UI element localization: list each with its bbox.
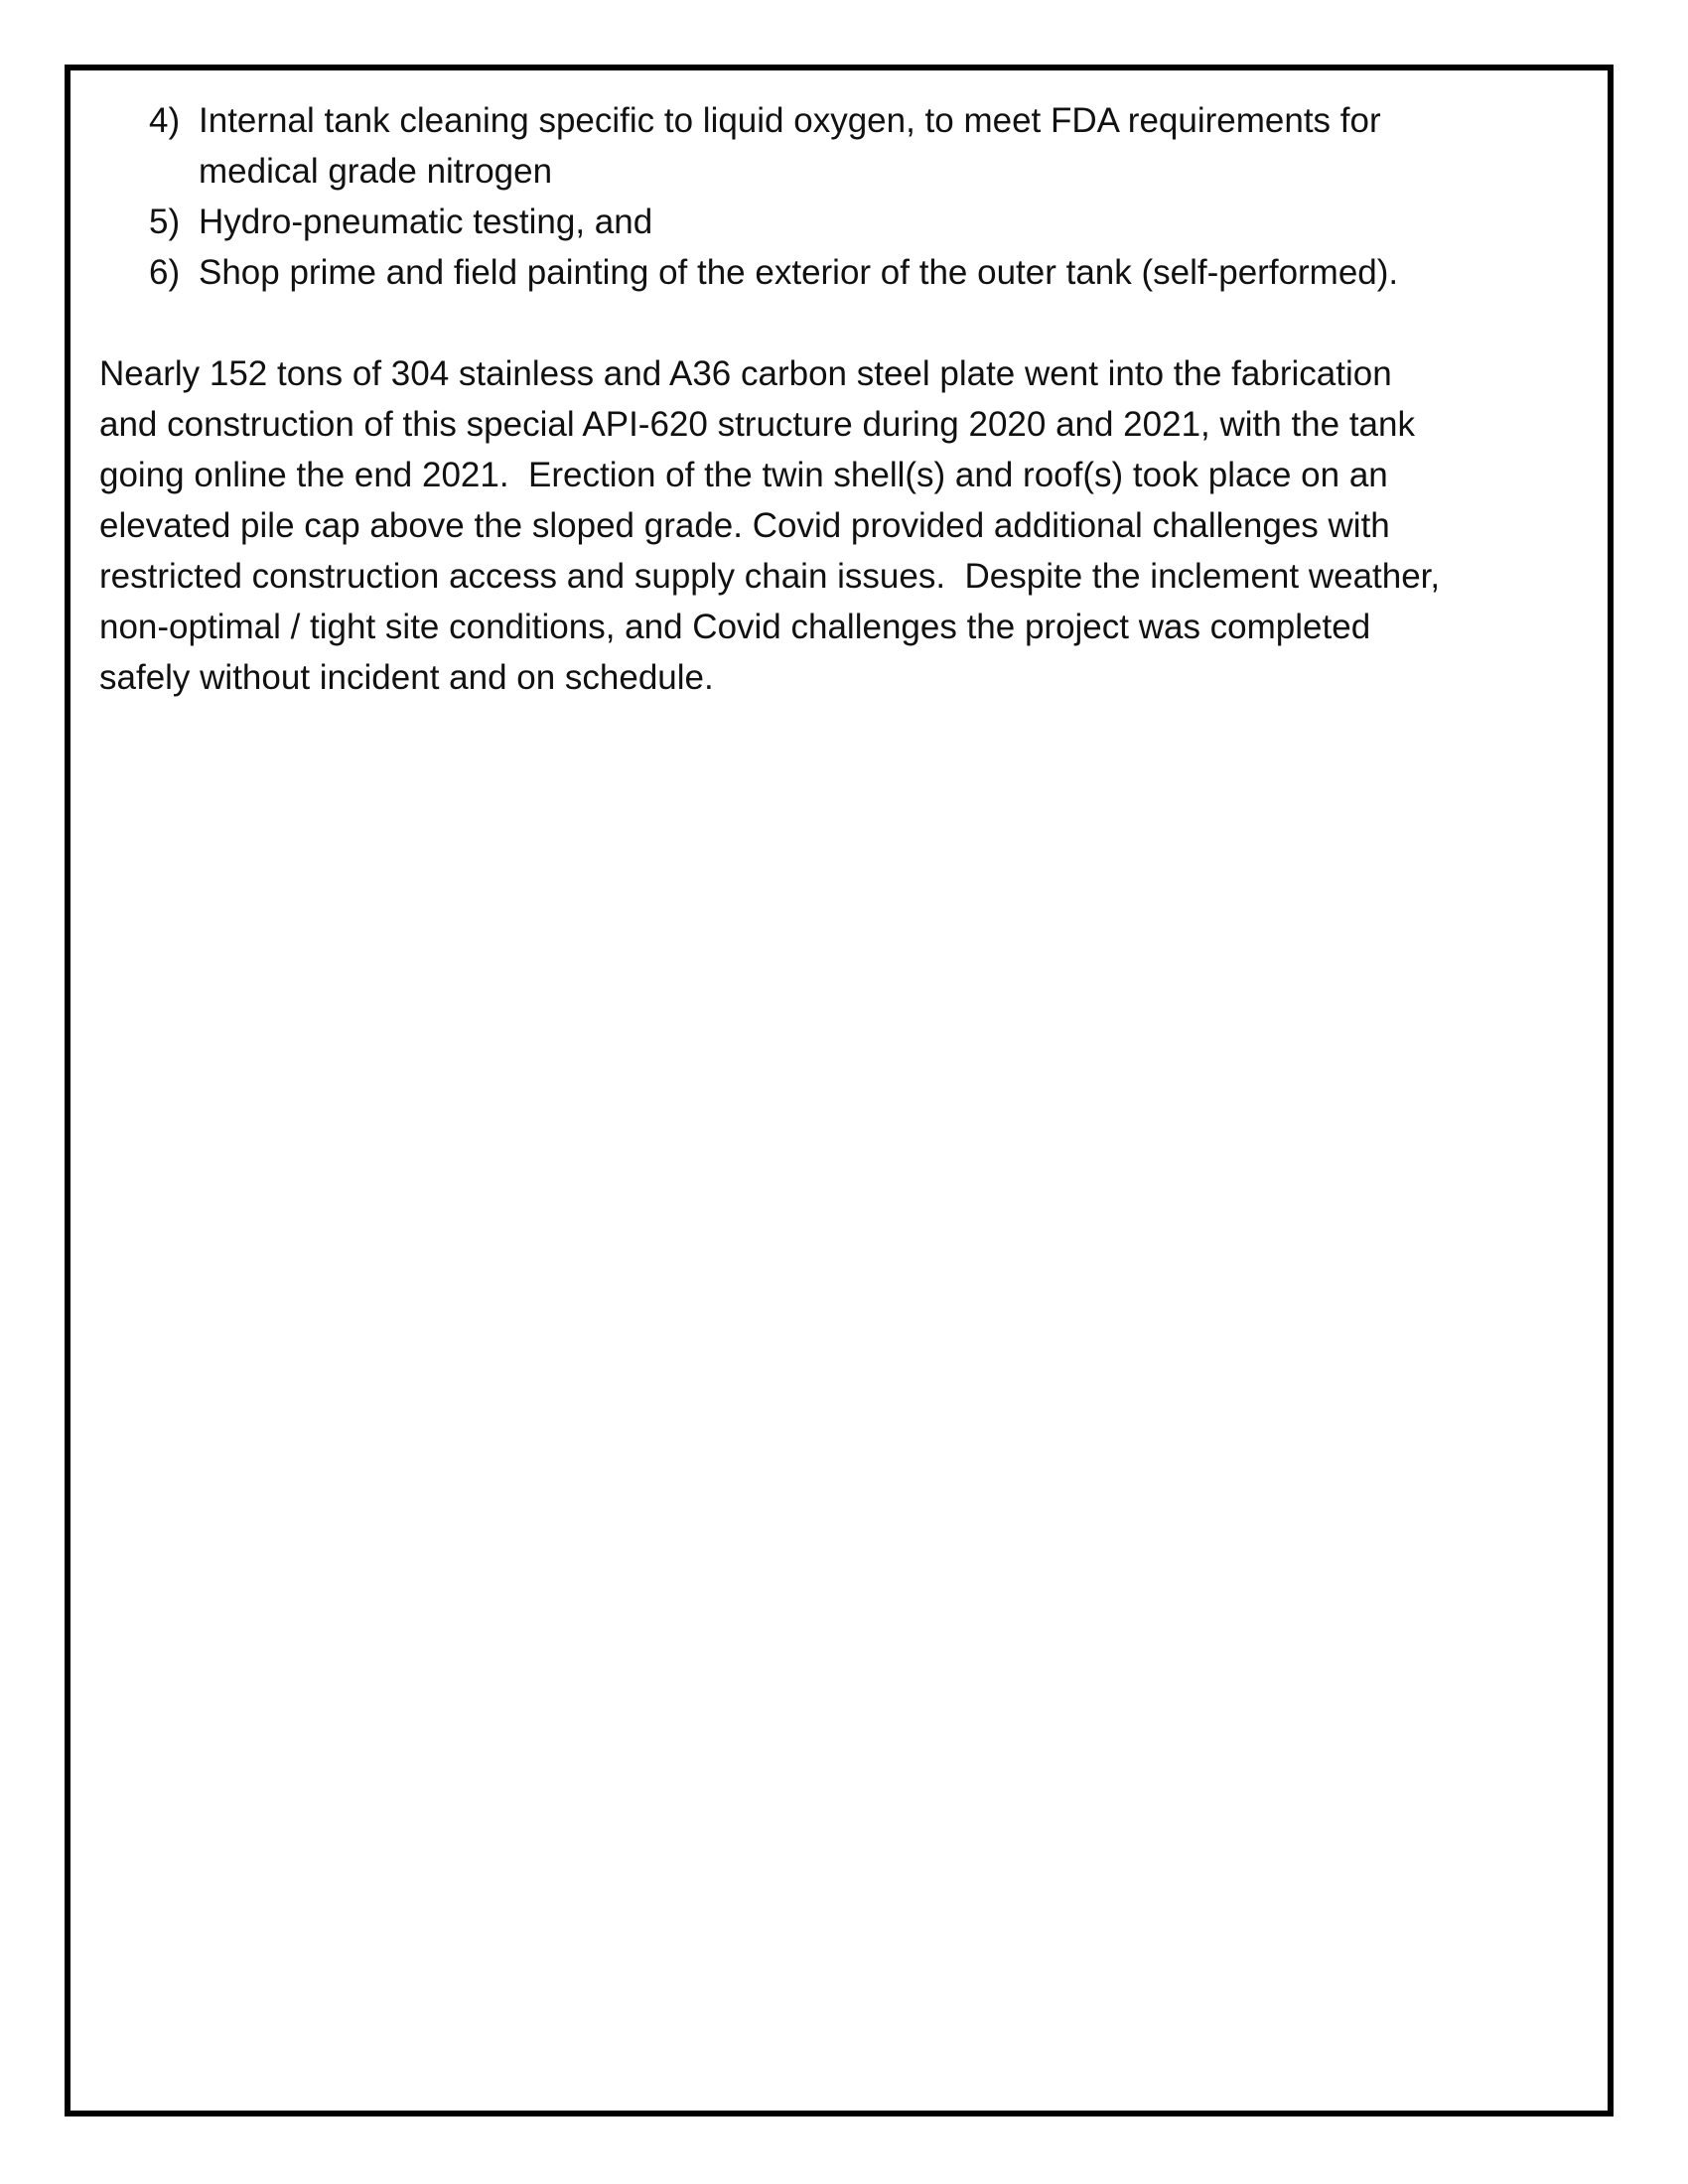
- paragraph-line: restricted construction access and supply chain issues. Despite the inclement weather,: [99, 557, 1441, 596]
- numbered-list: [99, 95, 1589, 298]
- document-body: [99, 95, 1589, 703]
- paragraph-line: safely without incident and on schedule.: [99, 658, 714, 697]
- list-number: 4): [149, 101, 181, 140]
- list-text-line: Hydro-pneumatic testing, and: [199, 203, 653, 241]
- paragraph-line: non-optimal / tight site conditions, and Covid challenges the project was completed: [99, 608, 1371, 646]
- list-text-line: Internal tank cleaning specific to liquid oxygen, to meet FDA requirements for: [199, 101, 1381, 140]
- paragraph-line: and construction of this special API-620 structure during 2020 and 2021, with the tank: [99, 405, 1415, 444]
- list-item: [99, 95, 1549, 197]
- paragraph-line: elevated pile cap above the sloped grade. Covid provided additional challenges with: [99, 506, 1390, 545]
- list-text-line: medical grade nitrogen: [199, 152, 553, 191]
- paragraph-line: going online the end 2021. Erection of the twin shell(s) and roof(s) took place on an: [99, 456, 1388, 494]
- list-text-line: Shop prime and field painting of the exterior of the outer tank (self-performed).: [199, 253, 1399, 292]
- list-number: 6): [149, 253, 181, 292]
- paragraph-line: Nearly 152 tons of 304 stainless and A36 carbon steel plate went into the fabrication: [99, 354, 1392, 393]
- body-paragraph: [99, 348, 1589, 703]
- list-item: [99, 197, 1549, 247]
- list-number: 5): [149, 203, 181, 241]
- list-item: [99, 247, 1549, 298]
